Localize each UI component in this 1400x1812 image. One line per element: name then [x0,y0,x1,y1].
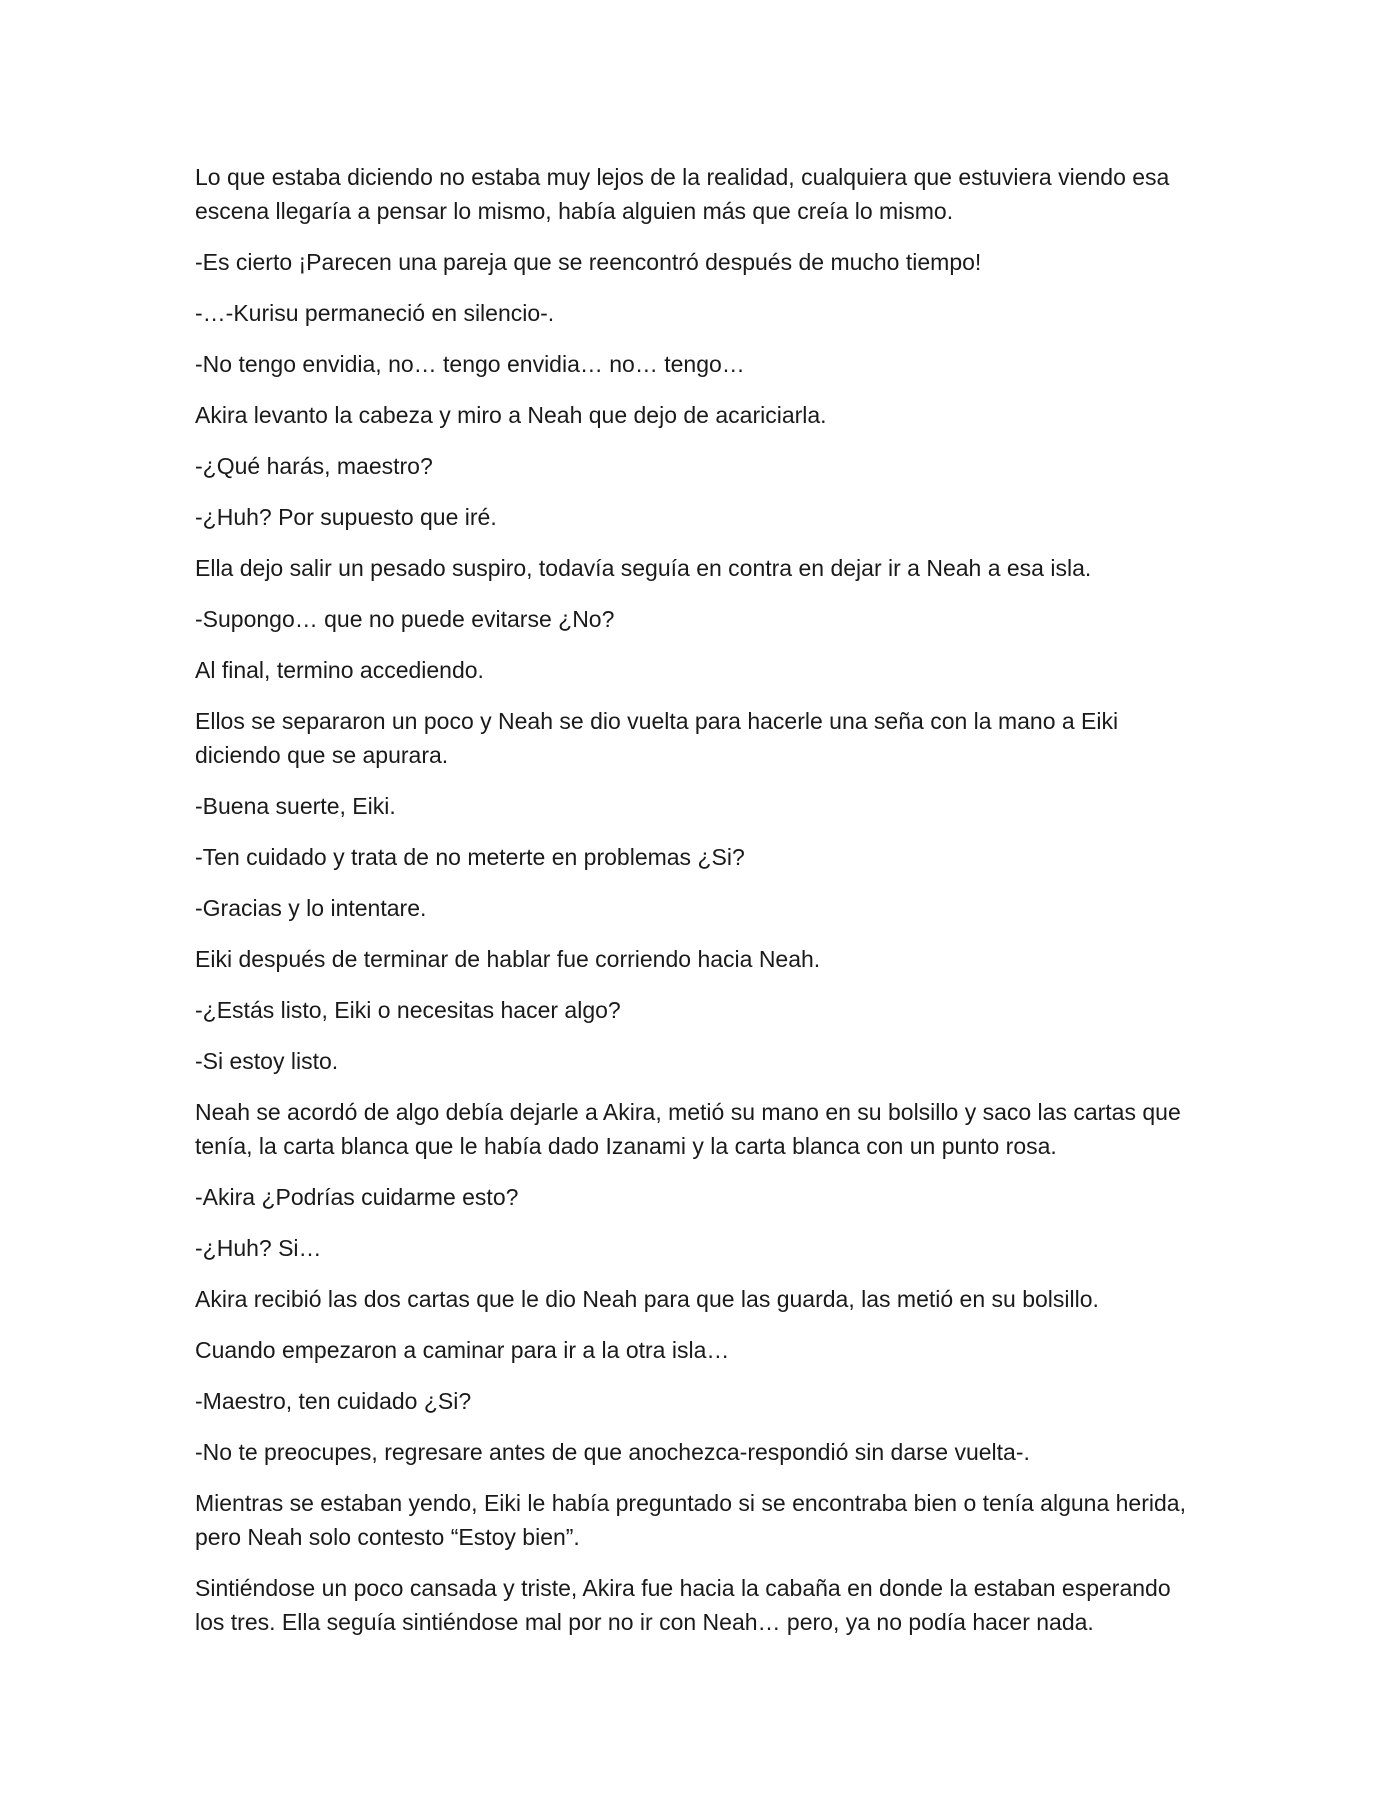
paragraph: -…-Kurisu permaneció en silencio-. [195,300,555,326]
paragraph: Ella dejo salir un pesado suspiro, todavía seguía en contra en dejar ir a Neah a esa isla. [195,555,1092,581]
paragraph: -Gracias y lo intentare. [195,895,427,921]
paragraph: -Akira ¿Podrías cuidarme esto? [195,1184,519,1210]
paragraph: -¿Huh? Por supuesto que iré. [195,504,497,530]
paragraph: Neah se acordó de algo debía dejarle a Akira, metió su mano en su bolsillo y saco las cartas que tenía, la carta blanca que le había dado Izanami y la carta blanca con un punto rosa. [195,1099,1181,1159]
paragraph: -¿Qué harás, maestro? [195,453,433,479]
paragraph: Eiki después de terminar de hablar fue corriendo hacia Neah. [195,946,821,972]
paragraph: -No te preocupes, regresare antes de que anochezca-respondió sin darse vuelta-. [195,1439,1030,1465]
paragraph: -No tengo envidia, no… tengo envidia… no… tengo… [195,351,745,377]
paragraph: Lo que estaba diciendo no estaba muy lejos de la realidad, cualquiera que estuviera viendo esa escena llegaría a pensar lo mismo, había alguien más que creía lo mismo. [195,164,1170,224]
paragraph: -Maestro, ten cuidado ¿Si? [195,1388,472,1414]
paragraph: Mientras se estaban yendo, Eiki le había preguntado si se encontraba bien o tenía alguna herida, pero Neah solo contesto “Estoy bien”. [195,1490,1186,1550]
paragraph: Sintiéndose un poco cansada y triste, Akira fue hacia la cabaña en donde la estaban esperando los tres. Ella seguía sintiéndose mal por no ir con Neah… pero, ya no podía hacer nada. [195,1575,1171,1635]
paragraph: Ellos se separaron un poco y Neah se dio vuelta para hacerle una seña con la mano a Eiki diciendo que se apurara. [195,708,1119,768]
paragraph: -Es cierto ¡Parecen una pareja que se reencontró después de mucho tiempo! [195,249,982,275]
paragraph: -Ten cuidado y trata de no meterte en problemas ¿Si? [195,844,745,870]
paragraph: -Supongo… que no puede evitarse ¿No? [195,606,615,632]
document-body [195,160,1205,1656]
paragraph: Al final, termino accediendo. [195,657,484,683]
paragraph: Cuando empezaron a caminar para ir a la otra isla… [195,1337,730,1363]
paragraph: Akira levanto la cabeza y miro a Neah que dejo de acariciarla. [195,402,827,428]
paragraph: -¿Estás listo, Eiki o necesitas hacer algo? [195,997,621,1023]
paragraph: -¿Huh? Si… [195,1235,322,1261]
paragraph: -Si estoy listo. [195,1048,339,1074]
paragraph: Akira recibió las dos cartas que le dio Neah para que las guarda, las metió en su bolsillo. [195,1286,1099,1312]
paragraph: -Buena suerte, Eiki. [195,793,396,819]
